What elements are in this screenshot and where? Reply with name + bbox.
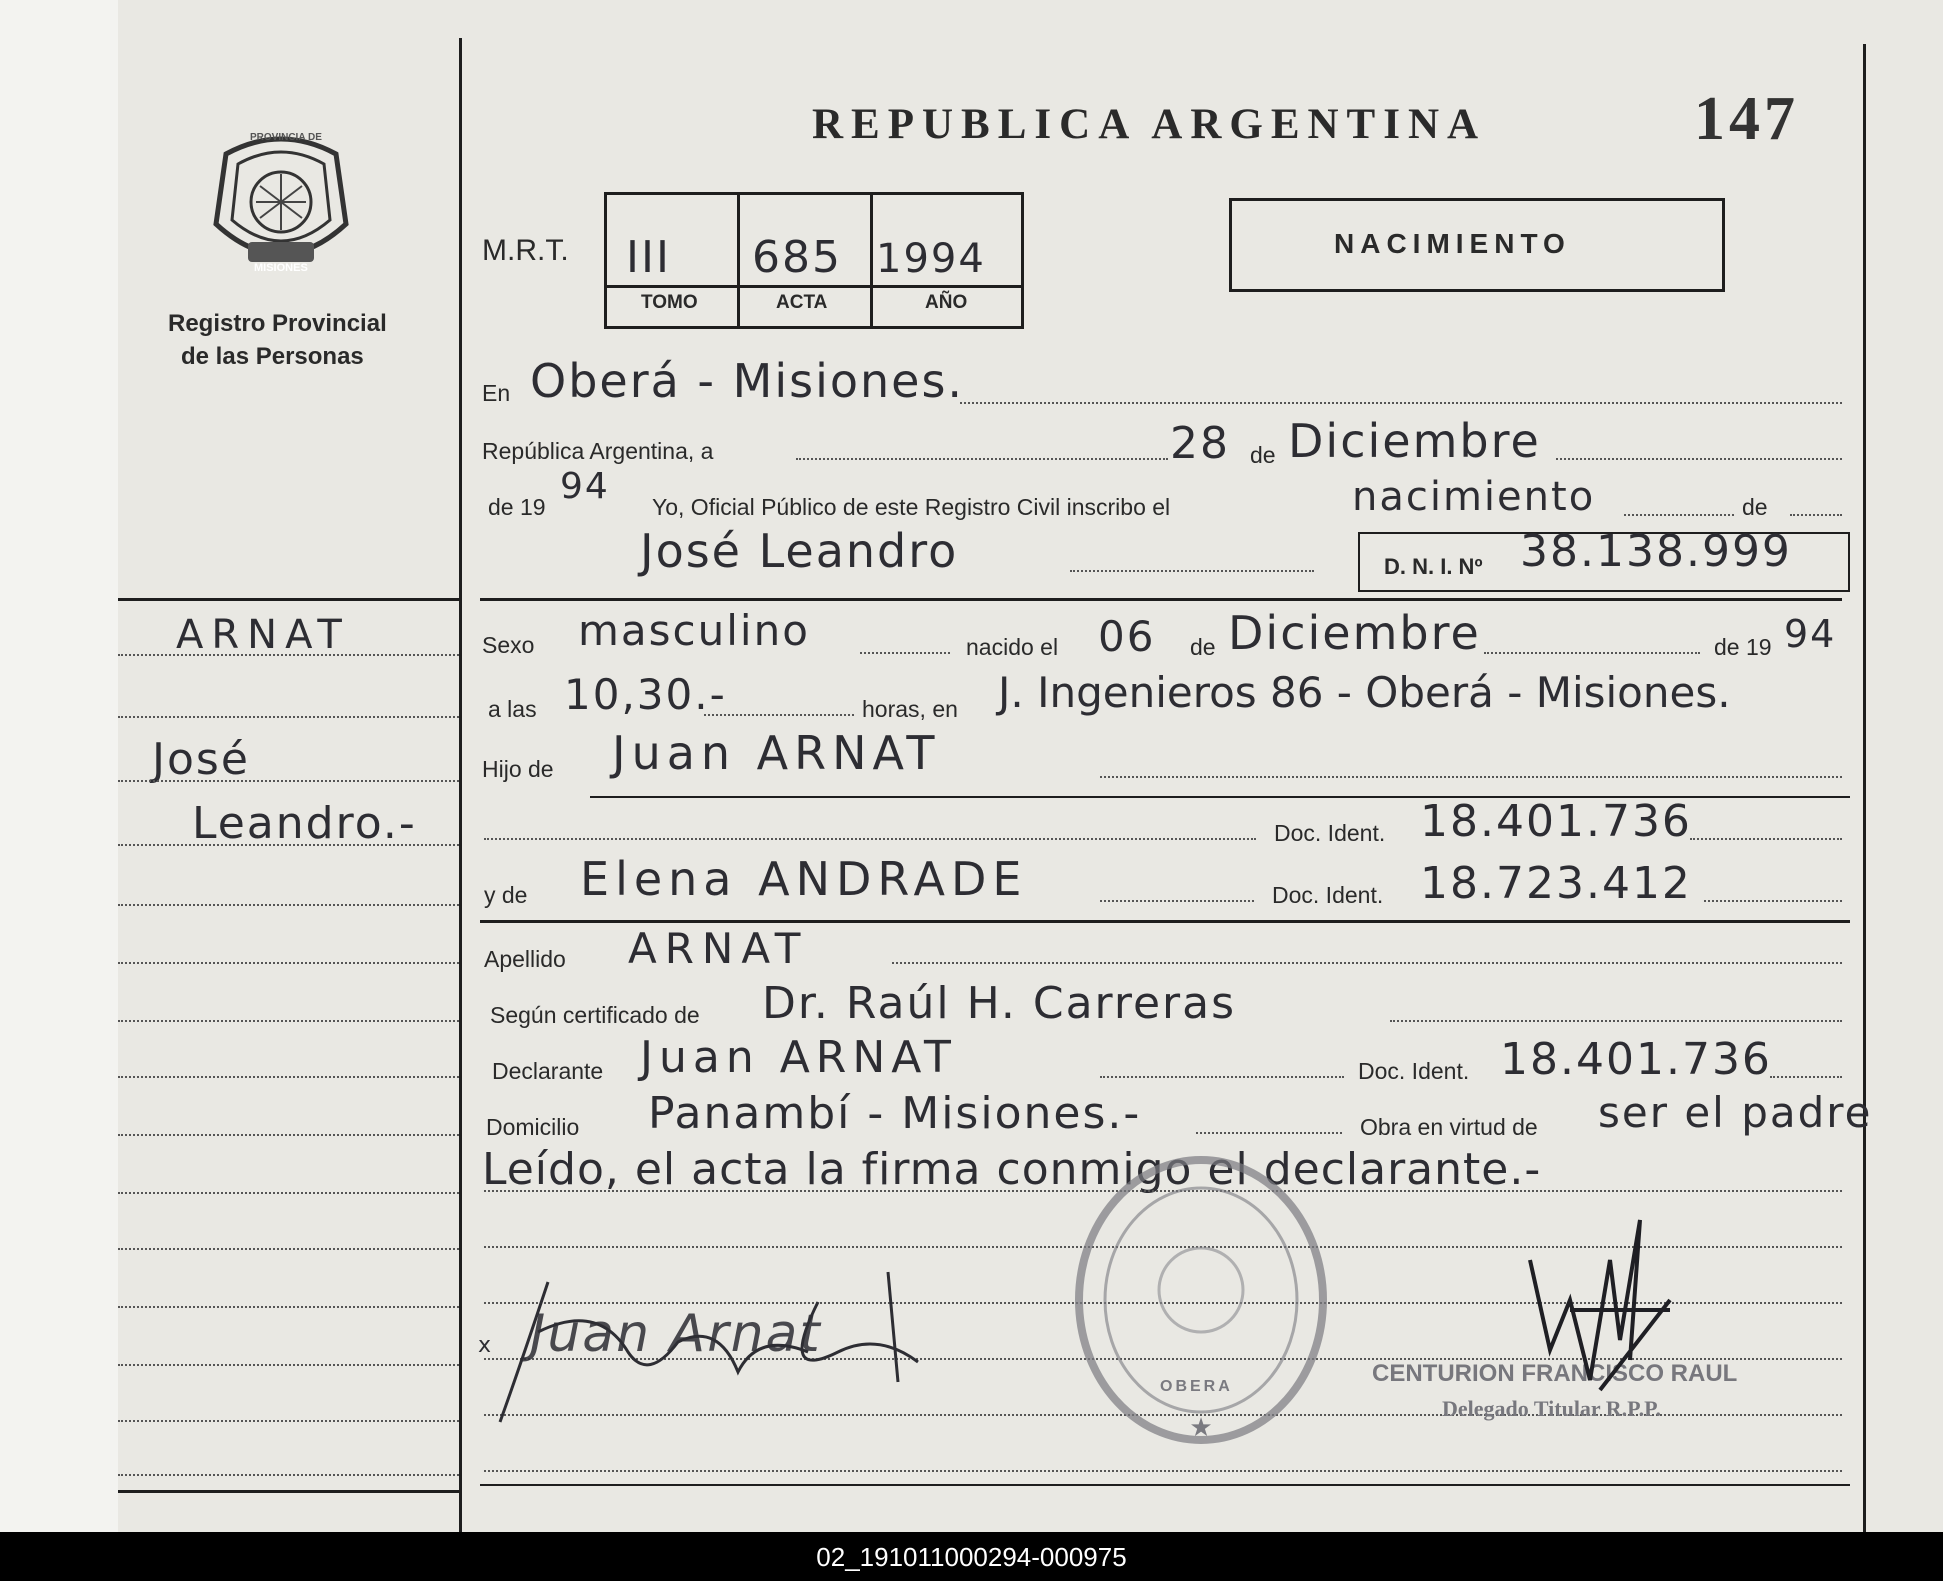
tomo-value: III: [626, 232, 671, 283]
doc-label-declarante: Doc. Ident.: [1358, 1058, 1470, 1084]
right-border: [1863, 44, 1866, 1532]
tomo-label: TOMO: [641, 292, 698, 313]
acta-label: ACTA: [776, 292, 828, 313]
doc-label-father: Doc. Ident.: [1274, 820, 1386, 846]
oficial-statement: Yo, Oficial Público de este Registro Civil inscribo el: [652, 494, 1171, 520]
mother-doc-value: 18.723.412: [1420, 858, 1692, 909]
month-value: Diciembre: [1288, 414, 1541, 468]
yde-label: y de: [484, 882, 528, 908]
year-suffix-1: 94: [560, 466, 610, 507]
closing-statement: Leído, el acta la firma conmigo el declarante.-: [482, 1144, 1542, 1195]
apellido-value: ARNAT: [628, 924, 809, 973]
doc-label-mother: Doc. Ident.: [1272, 882, 1384, 908]
official-stamp-title: Delegado Titular R.P.P.: [1442, 1396, 1662, 1421]
ano-label: AÑO: [925, 292, 968, 313]
registry-name-line2: de las Personas: [181, 343, 364, 370]
provincial-seal-emblem: [208, 124, 354, 284]
page-number: 147: [1694, 85, 1799, 153]
apellido-label: Apellido: [484, 946, 566, 972]
svg-text:★: ★: [1189, 1412, 1213, 1442]
domicilio-label: Domicilio: [486, 1114, 580, 1140]
time-value: 10,30.-: [564, 670, 727, 719]
margin-given-name-2: Leandro.-: [192, 798, 417, 849]
act-kind-value: nacimiento: [1352, 474, 1596, 520]
de-label-1: de: [1250, 442, 1276, 468]
left-column-bottom-rule: [118, 1490, 459, 1493]
declarante-label: Declarante: [492, 1058, 604, 1084]
de19-label-2: de 19: [1714, 634, 1772, 660]
declarante-name: Juan ARNAT: [640, 1032, 957, 1083]
hijo-label: Hijo de: [482, 756, 554, 782]
record-type: NACIMIENTO: [1334, 228, 1571, 259]
obra-value: ser el padre: [1598, 1088, 1873, 1137]
birth-day-value: 06: [1098, 612, 1156, 661]
dni-value: 38.138.999: [1520, 526, 1792, 577]
image-caption: 02_191011000294-000975: [816, 1542, 1127, 1572]
registry-name-line1: Registro Provincial: [168, 310, 387, 337]
segun-label: Según certificado de: [490, 1002, 700, 1028]
republica-label: República Argentina, a: [482, 438, 714, 464]
ano-value: 1994: [876, 236, 986, 282]
child-name: José Leandro: [640, 524, 959, 578]
dni-label: D. N. I. Nº: [1384, 554, 1483, 579]
father-name: Juan ARNAT: [612, 726, 941, 780]
obra-label: Obra en virtud de: [1360, 1114, 1538, 1140]
sexo-value: masculino: [578, 606, 810, 655]
de-end-label: de: [1742, 494, 1768, 520]
declarante-doc-value: 18.401.736: [1500, 1034, 1772, 1085]
mother-name: Elena ANDRADE: [580, 852, 1028, 906]
country-title: REPUBLICA ARGENTINA: [812, 101, 1487, 148]
father-doc-value: 18.401.736: [1420, 796, 1692, 847]
birth-place-value: J. Ingenieros 86 - Oberá - Misiones.: [998, 668, 1731, 717]
svg-text:x: x: [478, 1333, 492, 1358]
domicilio-value: Panambí - Misiones.-: [648, 1088, 1142, 1139]
declarant-signature-text: Juan Arnat: [530, 1304, 822, 1364]
de-label-2: de: [1190, 634, 1216, 660]
sexo-label: Sexo: [482, 632, 535, 658]
left-margin: [0, 0, 118, 1532]
de19-label-1: de 19: [488, 494, 546, 520]
left-column-divider: [459, 38, 462, 1532]
day-value: 28: [1170, 418, 1230, 469]
seal-bottom-text: MISIONES: [254, 262, 308, 274]
seal-top-text: PROVINCIA DE: [250, 132, 322, 143]
en-label: En: [482, 380, 511, 406]
birth-month-value: Diciembre: [1228, 606, 1481, 660]
margin-surname: ARNAT: [176, 612, 350, 658]
certifier-value: Dr. Raúl H. Carreras: [762, 978, 1237, 1029]
record-prefix: M.R.T.: [482, 234, 569, 267]
birth-year-suffix: 94: [1784, 612, 1837, 656]
round-seal-text: OBERA: [1160, 1378, 1233, 1395]
alas-label: a las: [488, 696, 537, 722]
official-stamp-name: CENTURION FRANCISCO RAUL: [1372, 1360, 1738, 1387]
left-column-top-rule: [118, 598, 459, 601]
horas-label: horas, en: [862, 696, 958, 722]
margin-given-name-1: José: [152, 734, 250, 785]
place-value: Oberá - Misiones.: [530, 354, 965, 408]
official-round-seal: [1070, 1150, 1332, 1450]
nacido-label: nacido el: [966, 634, 1059, 660]
image-caption-bar: [0, 1532, 1943, 1581]
acta-value: 685: [752, 232, 842, 283]
official-signature-mark: [1510, 1200, 1680, 1400]
